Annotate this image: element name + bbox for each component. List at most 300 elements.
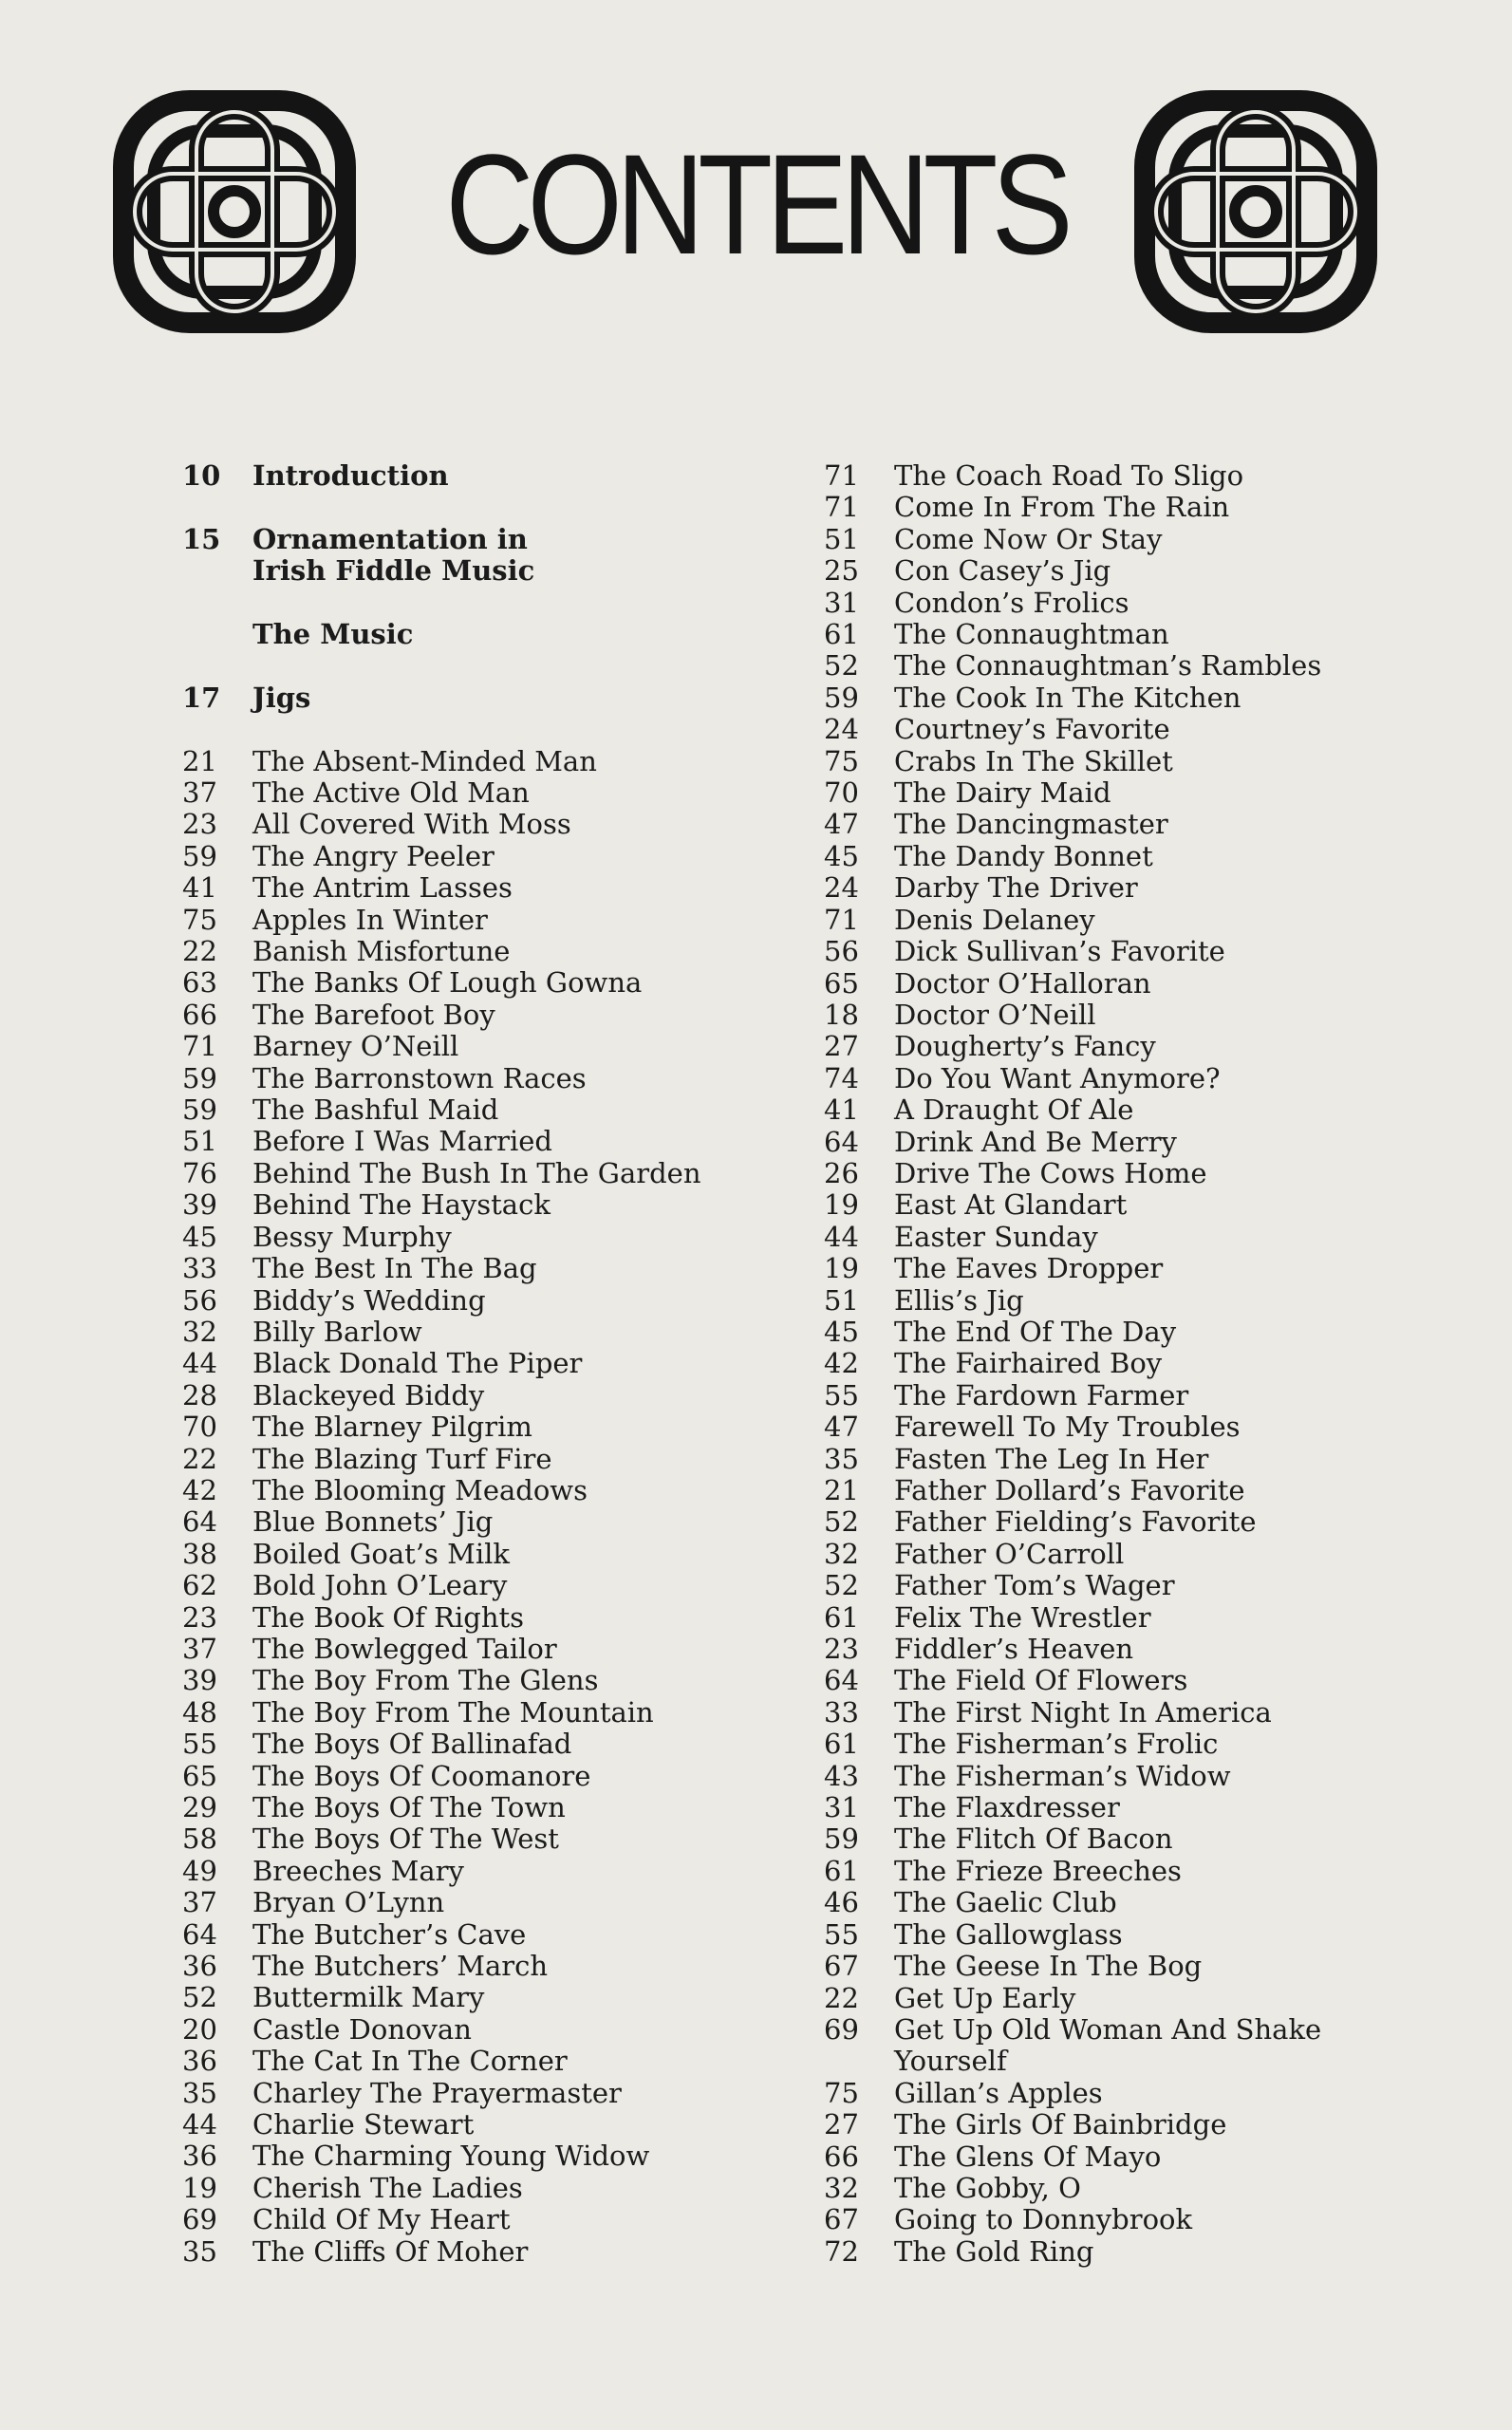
toc-entry-continued xyxy=(824,2046,1355,2077)
page-number: 36 xyxy=(182,2140,217,2173)
toc-entry xyxy=(182,1856,790,1887)
toc-entry xyxy=(182,1348,790,1379)
toc-entry xyxy=(182,905,790,936)
entry-title: The Absent-Minded Man xyxy=(252,744,597,777)
page-number: 70 xyxy=(824,776,859,810)
page-number: 65 xyxy=(182,1759,217,1792)
entry-title: The Dandy Bonnet xyxy=(894,839,1153,872)
entry-title: Father Dollard’s Favorite xyxy=(894,1474,1245,1506)
page-number: 64 xyxy=(182,1505,217,1539)
entry-title: Charlie Stewart xyxy=(252,2108,475,2141)
entry-title: Drive The Cows Home xyxy=(894,1156,1207,1189)
entry-title: Condon’s Frolics xyxy=(894,586,1129,619)
entry-title: Father Fielding’s Favorite xyxy=(894,1505,1257,1539)
entry-title: The Blazing Turf Fire xyxy=(252,1442,552,1475)
entry-title: The Girls Of Bainbridge xyxy=(894,2108,1227,2141)
entry-title: Boiled Goat’s Milk xyxy=(252,1537,510,1570)
page-number: 45 xyxy=(824,839,859,872)
page-number: 76 xyxy=(182,1156,217,1189)
entry-title: Ellis’s Jig xyxy=(894,1283,1024,1317)
page-number: 42 xyxy=(182,1473,217,1506)
page-number: 61 xyxy=(824,618,859,651)
toc-entry xyxy=(182,2236,790,2268)
page-number: 29 xyxy=(182,1791,217,1823)
page-number: 71 xyxy=(824,459,859,492)
page-number: 66 xyxy=(182,998,217,1031)
page-number: 56 xyxy=(824,935,859,968)
page-number: 36 xyxy=(182,2045,217,2078)
toc-entry xyxy=(182,1222,790,1253)
entry-title-continued: Yourself xyxy=(894,2045,1007,2078)
entry-title: Dick Sullivan’s Favorite xyxy=(894,935,1225,968)
page-number: 25 xyxy=(824,554,859,588)
toc-entry xyxy=(824,1000,1355,1031)
page-number: 35 xyxy=(182,2234,217,2268)
page-number: 62 xyxy=(182,1569,217,1602)
entry-title: Drink And Be Merry xyxy=(894,1125,1177,1158)
entry-title: The Fairhaired Boy xyxy=(894,1347,1163,1380)
toc-entry xyxy=(824,1348,1355,1379)
toc-entry xyxy=(824,1158,1355,1189)
page-number: 17 xyxy=(182,681,221,714)
toc-entry xyxy=(824,1570,1355,1601)
entry-title: Crabs In The Skillet xyxy=(894,744,1173,777)
toc-entry xyxy=(824,2141,1355,2173)
toc-entry xyxy=(182,2109,790,2140)
entry-title: Doctor O’Neill xyxy=(894,998,1096,1031)
page-number: 22 xyxy=(182,935,217,968)
page-number: 67 xyxy=(824,2203,859,2236)
entry-title: The Butcher’s Cave xyxy=(252,1917,527,1951)
toc-entry xyxy=(824,524,1355,555)
entry-title: A Draught Of Ale xyxy=(894,1094,1134,1127)
toc-entry-ornamentation-cont xyxy=(182,555,790,587)
entry-title: The Dairy Maid xyxy=(894,776,1111,810)
toc-entry xyxy=(824,460,1355,492)
page-number: 69 xyxy=(824,2012,859,2046)
page-number: 33 xyxy=(182,1252,217,1285)
page-number: 64 xyxy=(824,1664,859,1697)
page-title: CONTENTS xyxy=(445,124,1067,284)
toc-entry xyxy=(182,872,790,904)
toc-entry xyxy=(182,841,790,872)
entry-title: Going to Donnybrook xyxy=(894,2203,1193,2236)
toc-entry xyxy=(824,1697,1355,1729)
entry-title: The Blarney Pilgrim xyxy=(252,1411,532,1444)
entry-title: The Boys Of Ballinafad xyxy=(252,1728,572,1761)
page-number: 55 xyxy=(824,1378,859,1411)
toc-entry xyxy=(824,682,1355,714)
toc-entry-ornamentation xyxy=(182,524,790,555)
entry-title: The Coach Road To Sligo xyxy=(894,459,1244,492)
page-number: 24 xyxy=(824,871,859,905)
entry-title: The Fisherman’s Frolic xyxy=(894,1728,1219,1761)
entry-title: Introduction xyxy=(252,459,449,492)
entry-title: Apples In Winter xyxy=(252,903,488,936)
jig-list-left xyxy=(182,746,790,2269)
toc-entry xyxy=(824,2173,1355,2204)
toc-entry xyxy=(824,1222,1355,1253)
page-number: 72 xyxy=(824,2234,859,2268)
entry-title: The Cat In The Corner xyxy=(252,2045,568,2078)
toc-entry xyxy=(824,777,1355,809)
toc-entry xyxy=(824,1761,1355,1792)
toc-entry xyxy=(824,2204,1355,2235)
toc-entry xyxy=(824,1919,1355,1951)
entry-title: Doctor O’Halloran xyxy=(894,966,1151,1000)
page-number: 44 xyxy=(182,2108,217,2141)
toc-entry xyxy=(182,1031,790,1062)
page-number: 44 xyxy=(824,1220,859,1253)
page-number: 49 xyxy=(182,1854,217,1887)
entry-title: The Blooming Meadows xyxy=(252,1473,588,1506)
toc-entry xyxy=(824,714,1355,745)
page-number: 18 xyxy=(824,998,859,1031)
entry-title: Darby The Driver xyxy=(894,871,1138,905)
toc-entry xyxy=(182,746,790,777)
toc-entry xyxy=(824,555,1355,587)
page-number: 64 xyxy=(824,1125,859,1158)
page-number: 19 xyxy=(824,1252,859,1285)
toc-entry xyxy=(182,1602,790,1634)
toc-entry xyxy=(182,2014,790,2046)
page-number: 51 xyxy=(824,522,859,555)
toc-entry xyxy=(824,872,1355,904)
toc-entry xyxy=(824,746,1355,777)
entry-title: Come Now Or Stay xyxy=(894,522,1163,555)
toc-entry xyxy=(824,1506,1355,1538)
page-number: 31 xyxy=(824,586,859,619)
toc-entry xyxy=(182,1063,790,1094)
page-number: 23 xyxy=(182,808,217,841)
page-number: 59 xyxy=(182,1061,217,1094)
toc-entry xyxy=(824,1127,1355,1158)
toc-entry xyxy=(824,588,1355,619)
entry-title: The Connaughtman xyxy=(894,618,1169,651)
entry-title: Fiddler’s Heaven xyxy=(894,1633,1134,1666)
page-number: 47 xyxy=(824,808,859,841)
page-number: 32 xyxy=(824,2171,859,2204)
contents-left-column xyxy=(182,460,790,2268)
entry-title: Easter Sunday xyxy=(894,1220,1098,1253)
page-number: 55 xyxy=(824,1917,859,1951)
page-number: 43 xyxy=(824,1759,859,1792)
entry-title-continued: Irish Fiddle Music xyxy=(252,554,535,588)
toc-entry xyxy=(824,809,1355,840)
page-number: 44 xyxy=(182,1347,217,1380)
page-number: 59 xyxy=(182,839,217,872)
page-number: 52 xyxy=(824,1505,859,1539)
entry-title: Biddy’s Wedding xyxy=(252,1283,486,1317)
toc-entry xyxy=(824,1094,1355,1126)
page-number: 39 xyxy=(182,1664,217,1697)
toc-entry xyxy=(182,1475,790,1506)
entry-title: The Eaves Dropper xyxy=(894,1252,1164,1285)
page-number: 64 xyxy=(182,1917,217,1951)
page-number: 70 xyxy=(182,1411,217,1444)
page-number: 61 xyxy=(824,1728,859,1761)
entry-title: The Flitch Of Bacon xyxy=(894,1822,1173,1856)
page-number: 63 xyxy=(182,966,217,1000)
entry-title: The Active Old Man xyxy=(252,776,530,809)
toc-entry xyxy=(824,1539,1355,1570)
page-number: 65 xyxy=(824,966,859,1000)
toc-entry xyxy=(182,2173,790,2204)
toc-entry xyxy=(824,1602,1355,1634)
toc-entry xyxy=(182,1253,790,1284)
entry-title: The Book Of Rights xyxy=(252,1600,525,1634)
page-number: 45 xyxy=(824,1315,859,1348)
entry-title: The Gaelic Club xyxy=(894,1886,1117,1919)
entry-title: The First Night In America xyxy=(894,1695,1272,1729)
page-number: 10 xyxy=(182,459,221,492)
toc-entry xyxy=(182,1158,790,1189)
toc-entry xyxy=(182,1951,790,1982)
page-number: 23 xyxy=(182,1600,217,1634)
entry-title: The Gobby, O xyxy=(894,2171,1081,2204)
entry-title: The Boy From The Mountain xyxy=(252,1695,654,1729)
toc-entry xyxy=(824,2078,1355,2109)
page-number: 37 xyxy=(182,1632,217,1665)
entry-title: Before I Was Married xyxy=(252,1125,552,1158)
entry-title: The Boy From The Glens xyxy=(252,1664,599,1697)
entry-title: The Cook In The Kitchen xyxy=(894,681,1241,714)
page-number: 19 xyxy=(824,1188,859,1222)
jig-list-right xyxy=(824,460,1355,2268)
toc-entry xyxy=(824,492,1355,523)
page-number: 47 xyxy=(824,1411,859,1444)
toc-entry xyxy=(824,1253,1355,1284)
entry-title: The Boys Of Coomanore xyxy=(252,1759,591,1792)
toc-entry xyxy=(182,2078,790,2109)
page-number: 52 xyxy=(824,649,859,682)
page-number: 15 xyxy=(182,522,221,555)
page-number: 37 xyxy=(182,776,217,809)
toc-entry xyxy=(182,1634,790,1665)
entry-title: Come In From The Rain xyxy=(894,491,1230,524)
toc-entry xyxy=(182,1570,790,1601)
page-number: 32 xyxy=(182,1315,217,1348)
page-number: 39 xyxy=(182,1188,217,1222)
page-number: 59 xyxy=(182,1094,217,1127)
page-number: 37 xyxy=(182,1886,217,1919)
entry-title: Denis Delaney xyxy=(894,903,1095,936)
entry-title: Farewell To My Troubles xyxy=(894,1411,1241,1444)
toc-entry xyxy=(182,1411,790,1443)
entry-title: Child Of My Heart xyxy=(252,2203,511,2236)
toc-entry xyxy=(182,1761,790,1792)
page-number: 22 xyxy=(824,1981,859,2014)
entry-title: The Angry Peeler xyxy=(252,839,495,872)
page-number: 42 xyxy=(824,1347,859,1380)
toc-entry xyxy=(824,936,1355,967)
entry-title: East At Glandart xyxy=(894,1188,1128,1222)
toc-entry xyxy=(824,1411,1355,1443)
toc-entry xyxy=(182,2204,790,2235)
page-number: 24 xyxy=(824,713,859,746)
section-heading-music xyxy=(182,619,790,650)
entry-title: The Boys Of The West xyxy=(252,1822,559,1856)
entry-title: Billy Barlow xyxy=(252,1315,422,1348)
toc-entry xyxy=(182,1792,790,1823)
entry-title: The End Of The Day xyxy=(894,1315,1177,1348)
entry-title: Fasten The Leg In Her xyxy=(894,1442,1209,1475)
toc-entry xyxy=(182,1982,790,2013)
entry-title: The Banks Of Lough Gowna xyxy=(252,966,643,1000)
entry-title: Get Up Early xyxy=(894,1981,1076,2014)
page-number: 41 xyxy=(824,1094,859,1127)
page-number: 31 xyxy=(824,1791,859,1824)
page-number: 20 xyxy=(182,2012,217,2046)
entry-title: The Butchers’ March xyxy=(252,1950,549,1983)
entry-title: Dougherty’s Fancy xyxy=(894,1030,1156,1063)
page-number: 59 xyxy=(824,1822,859,1856)
page-number: 46 xyxy=(824,1886,859,1919)
toc-entry xyxy=(824,2109,1355,2140)
entry-title: The Charming Young Widow xyxy=(252,2140,650,2173)
toc-entry xyxy=(824,1444,1355,1475)
toc-entry xyxy=(824,2014,1355,2046)
toc-entry xyxy=(182,1317,790,1348)
page-number: 56 xyxy=(182,1283,217,1317)
page-number: 61 xyxy=(824,1854,859,1887)
entry-title: The Fisherman’s Widow xyxy=(894,1759,1231,1792)
entry-title: The Antrim Lasses xyxy=(252,871,513,905)
page-number: 51 xyxy=(824,1283,859,1317)
entry-title: Blackeyed Biddy xyxy=(252,1378,485,1411)
toc-entry xyxy=(824,1729,1355,1760)
entry-title: Felix The Wrestler xyxy=(894,1600,1151,1634)
entry-title: The Connaughtman’s Rambles xyxy=(894,649,1322,682)
toc-entry xyxy=(182,1919,790,1951)
entry-title: Bold John O’Leary xyxy=(252,1569,508,1602)
toc-entry xyxy=(824,1856,1355,1887)
entry-title: The Barefoot Boy xyxy=(252,998,495,1031)
toc-entry xyxy=(824,1475,1355,1506)
entry-title: Con Casey’s Jig xyxy=(894,554,1111,588)
entry-title: Ornamentation in xyxy=(252,522,528,555)
toc-entry xyxy=(824,1634,1355,1665)
page-number: 75 xyxy=(824,744,859,777)
page-number: 74 xyxy=(824,1061,859,1094)
entry-title: Courtney’s Favorite xyxy=(894,713,1170,746)
toc-entry xyxy=(182,1444,790,1475)
toc-entry xyxy=(824,1823,1355,1855)
entry-title: Breeches Mary xyxy=(252,1854,464,1887)
section-heading-jigs xyxy=(182,682,790,714)
page-number: 21 xyxy=(824,1474,859,1506)
entry-title: The Field Of Flowers xyxy=(894,1664,1188,1697)
entry-title: The Cliffs Of Moher xyxy=(252,2234,529,2268)
toc-entry xyxy=(182,777,790,809)
page-number: 48 xyxy=(182,1695,217,1729)
toc-entry xyxy=(824,2236,1355,2268)
page-number: 33 xyxy=(824,1695,859,1729)
toc-entry xyxy=(824,1031,1355,1062)
page-number: 45 xyxy=(182,1220,217,1253)
entry-title: The Frieze Breeches xyxy=(894,1854,1182,1887)
toc-entry xyxy=(182,1189,790,1221)
entry-title: Behind The Haystack xyxy=(252,1188,551,1222)
entry-title: Gillan’s Apples xyxy=(894,2076,1103,2109)
toc-entry xyxy=(824,1285,1355,1317)
entry-title: Bryan O’Lynn xyxy=(252,1886,445,1919)
entry-title: The Flaxdresser xyxy=(894,1791,1120,1824)
entry-title: All Covered With Moss xyxy=(252,808,571,841)
entry-title: Black Donald The Piper xyxy=(252,1347,583,1380)
toc-entry xyxy=(824,1189,1355,1221)
entry-title: Cherish The Ladies xyxy=(252,2171,523,2204)
toc-entry xyxy=(182,1729,790,1760)
toc-entry xyxy=(824,1380,1355,1411)
entry-title: Father Tom’s Wager xyxy=(894,1569,1175,1602)
entry-title: Charley The Prayermaster xyxy=(252,2076,622,2109)
toc-entry xyxy=(182,2046,790,2077)
entry-title: Get Up Old Woman And Shake xyxy=(894,2012,1322,2046)
entry-title: The Dancingmaster xyxy=(894,808,1168,841)
page-number: 35 xyxy=(182,2076,217,2109)
entry-title: The Boys Of The Town xyxy=(252,1791,566,1823)
page-number: 28 xyxy=(182,1378,217,1411)
page-number: 51 xyxy=(182,1125,217,1158)
toc-entry xyxy=(182,1506,790,1538)
page-number: 23 xyxy=(824,1633,859,1666)
page-number: 21 xyxy=(182,744,217,777)
page-number: 35 xyxy=(824,1442,859,1475)
toc-entry xyxy=(182,1285,790,1317)
entry-title: The Best In The Bag xyxy=(252,1252,537,1285)
toc-entry xyxy=(824,905,1355,936)
entry-title: The Bowlegged Tailor xyxy=(252,1632,557,1665)
page-number: 36 xyxy=(182,1950,217,1983)
toc-entry xyxy=(182,967,790,999)
entry-title: Behind The Bush In The Garden xyxy=(252,1156,701,1189)
entry-title: Castle Donovan xyxy=(252,2012,472,2046)
page-number: 38 xyxy=(182,1537,217,1570)
page-number: 61 xyxy=(824,1600,859,1634)
page-number: 19 xyxy=(182,2171,217,2204)
toc-entry xyxy=(824,650,1355,682)
entry-title: Do You Want Anymore? xyxy=(894,1061,1221,1094)
toc-entry xyxy=(182,1380,790,1411)
toc-entry xyxy=(824,1665,1355,1696)
page-number: 52 xyxy=(182,1981,217,2014)
toc-entry xyxy=(824,1317,1355,1348)
entry-title: Buttermilk Mary xyxy=(252,1981,485,2014)
page-number: 26 xyxy=(824,1156,859,1189)
entry-title: Barney O’Neill xyxy=(252,1030,459,1063)
toc-entry xyxy=(182,936,790,967)
toc-entry xyxy=(824,968,1355,1000)
entry-title: The Fardown Farmer xyxy=(894,1378,1189,1411)
toc-entry xyxy=(182,1697,790,1729)
entry-title: Father O’Carroll xyxy=(894,1537,1125,1570)
toc-entry xyxy=(182,1539,790,1570)
entry-title: Blue Bonnets’ Jig xyxy=(252,1505,494,1539)
contents-right-column xyxy=(824,460,1355,2268)
entry-title: The Glens Of Mayo xyxy=(894,2140,1162,2173)
page-number: 59 xyxy=(824,681,859,714)
page-number: 41 xyxy=(182,871,217,905)
toc-entry xyxy=(824,1983,1355,2014)
toc-entry xyxy=(824,1792,1355,1823)
page-number: 52 xyxy=(824,1569,859,1602)
page-number: 69 xyxy=(182,2203,217,2236)
toc-entry xyxy=(182,809,790,840)
entry-title: Bessy Murphy xyxy=(252,1220,452,1253)
toc-entry xyxy=(182,1126,790,1157)
page-number: 55 xyxy=(182,1728,217,1761)
